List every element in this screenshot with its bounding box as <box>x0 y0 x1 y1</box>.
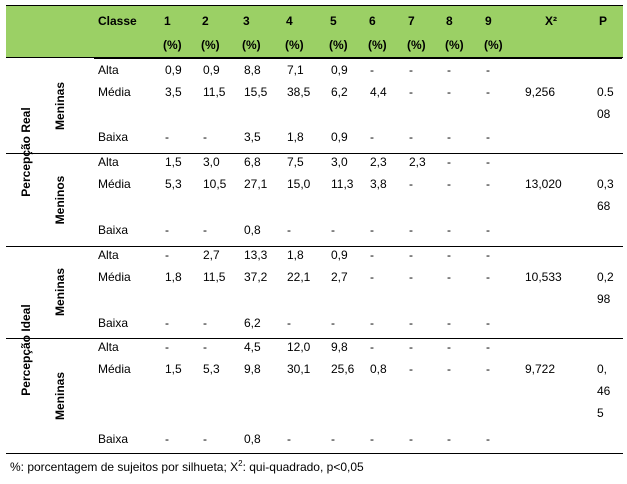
table-cell: 4,4 <box>370 85 387 99</box>
p-value: 5 <box>597 406 604 420</box>
table-cell: - <box>370 223 374 237</box>
table-cell: 1,5 <box>165 362 182 376</box>
p-value: 0,3 <box>597 177 614 191</box>
header-unit: (%) <box>285 38 304 52</box>
table-cell: 1,5 <box>165 155 182 169</box>
chi-value: 10,533 <box>525 270 562 284</box>
table-cell: 3,0 <box>331 155 348 169</box>
header-col-1: 1 <box>164 14 171 28</box>
table-cell: - <box>447 340 451 354</box>
table-cell: - <box>486 248 490 262</box>
table-cell: - <box>370 432 374 446</box>
table-cell: 9,8 <box>244 362 261 376</box>
table-cell: 3,5 <box>244 130 261 144</box>
table-cell: - <box>447 248 451 262</box>
table-cell: 2,3 <box>409 155 426 169</box>
table-cell: - <box>486 362 490 376</box>
table-cell: 5,3 <box>203 362 220 376</box>
header-unit: (%) <box>368 38 387 52</box>
table-cell: - <box>447 177 451 191</box>
footnote <box>10 460 364 474</box>
table-header <box>6 5 623 58</box>
table-cell: - <box>409 177 413 191</box>
table-cell: - <box>409 362 413 376</box>
row-label: Alta <box>98 155 119 169</box>
header-unit: (%) <box>242 38 261 52</box>
footnote-superscript: 2 <box>238 459 243 468</box>
table-cell: - <box>447 223 451 237</box>
table-cell: 2,3 <box>370 155 387 169</box>
row-label: Média <box>98 362 131 376</box>
header-unit: (%) <box>445 38 464 52</box>
header-unit: (%) <box>484 38 503 52</box>
header-p: P <box>599 14 608 28</box>
table-cell: - <box>486 85 490 99</box>
row-label: Média <box>98 177 131 191</box>
table-cell: - <box>447 270 451 284</box>
table-cell: - <box>370 340 374 354</box>
table-cell: - <box>203 432 207 446</box>
table-cell: - <box>165 340 169 354</box>
table-cell: - <box>447 63 451 77</box>
header-col-7: 7 <box>408 14 415 28</box>
table-cell: 4,5 <box>244 340 261 354</box>
row-label: Baixa <box>98 223 129 237</box>
table-cell: 6,2 <box>331 85 348 99</box>
table-cell: - <box>447 362 451 376</box>
table-cell: - <box>409 340 413 354</box>
table-cell: - <box>370 130 374 144</box>
chi-value: 9,722 <box>525 362 556 376</box>
table-cell: - <box>486 432 490 446</box>
table-cell: - <box>203 130 207 144</box>
p-value: 08 <box>597 107 611 121</box>
table-cell: - <box>331 316 335 330</box>
row-label: Alta <box>98 63 119 77</box>
p-value: 98 <box>597 292 611 306</box>
table-cell: 5,3 <box>165 177 182 191</box>
table-cell: 15,5 <box>244 85 268 99</box>
table-cell: - <box>447 85 451 99</box>
block-separator <box>94 153 622 154</box>
group-separator <box>6 246 623 247</box>
row-label: Baixa <box>98 130 129 144</box>
table-cell: - <box>409 63 413 77</box>
table-cell: 8,8 <box>244 63 261 77</box>
table-cell: - <box>486 130 490 144</box>
table-cell: 0,9 <box>331 130 348 144</box>
table-cell: 1,8 <box>287 248 304 262</box>
table-cell: - <box>165 223 169 237</box>
table-cell: - <box>409 223 413 237</box>
table-cell: 27,1 <box>244 177 268 191</box>
table-cell: - <box>409 316 413 330</box>
table-cell: - <box>486 340 490 354</box>
table-cell: 11,5 <box>203 270 226 284</box>
table-cell: - <box>370 270 374 284</box>
row-label: Alta <box>98 340 119 354</box>
chi-value: 13,020 <box>525 177 562 191</box>
table-cell: 3,8 <box>370 177 387 191</box>
row-label: Média <box>98 85 131 99</box>
table-cell: - <box>409 85 413 99</box>
table-cell: - <box>165 316 169 330</box>
table-cell: - <box>409 130 413 144</box>
table-cell: - <box>370 63 374 77</box>
p-value: 0, <box>597 362 608 376</box>
table-cell: 38,5 <box>287 85 311 99</box>
table-cell: 0,9 <box>331 63 348 77</box>
table-cell: - <box>331 223 335 237</box>
table-cell: 0,8 <box>370 362 387 376</box>
table-cell: 6,8 <box>244 155 261 169</box>
chi-value: 9,256 <box>525 85 556 99</box>
row-label: Média <box>98 270 131 284</box>
header-col-9: 9 <box>485 14 492 28</box>
table-cell: 11,3 <box>331 177 354 191</box>
table-cell: 7,5 <box>287 155 304 169</box>
table-cell: - <box>287 432 291 446</box>
data-table <box>6 5 623 455</box>
table-bottom-rule <box>6 453 623 454</box>
header-col-2: 2 <box>202 14 209 28</box>
p-value: 0.5 <box>597 85 614 99</box>
table-cell: - <box>409 248 413 262</box>
header-col-6: 6 <box>369 14 376 28</box>
group-label-real: Percepção Real <box>19 107 33 197</box>
subgroup-label: Meninos <box>53 175 67 224</box>
table-cell: - <box>409 270 413 284</box>
header-col-4: 4 <box>286 14 293 28</box>
table-cell: 1,8 <box>165 270 182 284</box>
table-cell: 30,1 <box>287 362 311 376</box>
table-cell: - <box>409 432 413 446</box>
header-unit: (%) <box>201 38 220 52</box>
table-cell: - <box>287 316 291 330</box>
header-unit: (%) <box>163 38 182 52</box>
table-cell: - <box>486 270 490 284</box>
p-value: 0,2 <box>597 270 614 284</box>
header-unit: (%) <box>329 38 348 52</box>
header-chi: X² <box>545 14 557 28</box>
table-cell: - <box>486 63 490 77</box>
table-cell: - <box>331 432 335 446</box>
table-cell: - <box>447 155 451 169</box>
table-cell: 0,8 <box>244 432 261 446</box>
subgroup-label: Meninas <box>53 268 67 317</box>
header-unit: (%) <box>407 38 426 52</box>
table-cell: - <box>165 248 169 262</box>
footnote-text-end: : qui-quadrado, p<0,05 <box>242 460 364 474</box>
table-cell: - <box>486 177 490 191</box>
table-cell: 22,1 <box>287 270 311 284</box>
table-cell: 0,9 <box>331 248 348 262</box>
table-cell: 2,7 <box>331 270 348 284</box>
block-separator <box>94 338 622 339</box>
table-cell: 0,8 <box>244 223 261 237</box>
row-label: Baixa <box>98 316 129 330</box>
table-cell: 12,0 <box>287 340 311 354</box>
table-cell: 2,7 <box>203 248 220 262</box>
table-cell: 7,1 <box>287 63 304 77</box>
table-cell: - <box>370 248 374 262</box>
table-cell: 11,5 <box>203 85 226 99</box>
table-cell: - <box>447 316 451 330</box>
p-value: 46 <box>597 384 611 398</box>
header-col-3: 3 <box>243 14 250 28</box>
table-cell: - <box>486 155 490 169</box>
table-cell: 25,6 <box>331 362 355 376</box>
table-cell: - <box>203 316 207 330</box>
table-cell: 15,0 <box>287 177 311 191</box>
table-cell: - <box>203 340 207 354</box>
table-cell: - <box>447 130 451 144</box>
header-classe: Classe <box>98 14 137 28</box>
table-cell: - <box>370 316 374 330</box>
table-cell: 10,5 <box>203 177 227 191</box>
table-cell: 1,8 <box>287 130 304 144</box>
header-col-5: 5 <box>330 14 337 28</box>
table-cell: - <box>165 432 169 446</box>
table-cell: 9,8 <box>331 340 348 354</box>
p-value: 68 <box>597 199 611 213</box>
table-cell: - <box>165 130 169 144</box>
table-cell: - <box>203 223 207 237</box>
row-label: Baixa <box>98 432 129 446</box>
block-separator <box>94 58 622 59</box>
group-label-ideal: Percepção Ideal <box>19 303 33 396</box>
table-cell: - <box>447 432 451 446</box>
table-cell: - <box>287 223 291 237</box>
table-cell: - <box>486 316 490 330</box>
footnote-text: %: porcentagem de sujeitos por silhueta; X <box>10 460 239 474</box>
header-col-8: 8 <box>446 14 453 28</box>
table-cell: 3,5 <box>165 85 182 99</box>
table-cell: 3,0 <box>203 155 220 169</box>
subgroup-label: Meninas <box>53 371 67 420</box>
row-label: Alta <box>98 248 119 262</box>
subgroup-label: Meninas <box>53 81 67 130</box>
table-cell: 0,9 <box>203 63 220 77</box>
table-cell: 13,3 <box>244 248 268 262</box>
table-cell: 6,2 <box>244 316 261 330</box>
table-cell: 0,9 <box>165 63 182 77</box>
table-cell: 37,2 <box>244 270 268 284</box>
table-cell: - <box>486 223 490 237</box>
